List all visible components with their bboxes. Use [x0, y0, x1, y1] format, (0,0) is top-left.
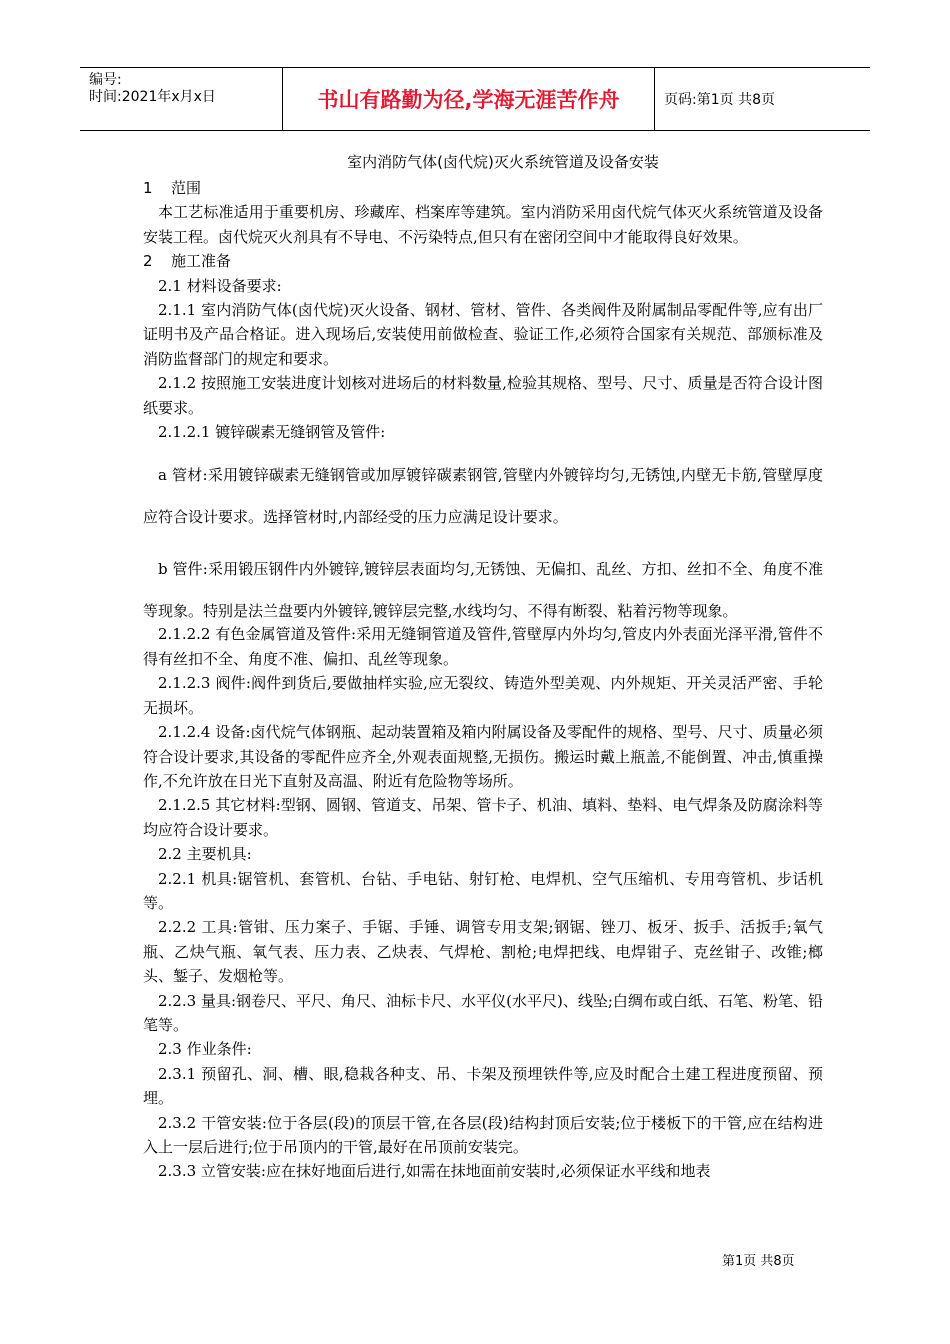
- document-body: [143, 150, 823, 1184]
- date-label: 时间:2021年x月x日: [89, 89, 216, 105]
- paragraph: 2.2.3 量具:钢卷尺、平尺、角尺、油标卡尺、水平仪(水平尺)、线坠;白绸布或白纸、石笔、粉笔、铅笔等。: [143, 991, 823, 1034]
- section-heading-1: [143, 176, 823, 200]
- paragraph: 2.3.1 预留孔、洞、槽、眼,稳栽各种支、吊、卡架及预埋铁件等,应及时配合土建工程进度预留、预埋。: [143, 1064, 823, 1108]
- paragraph: 2.2.2 工具:管钳、压力案子、手锯、手锤、调管专用支架;钢锯、锉刀、板牙、扳手、活扳手;氧气瓶、乙炔气瓶、氧气表、压力表、乙炔表、气焊枪、割枪;电焊把线、电焊钳子、克丝钳子、改锥;榔头、錾子、发烟枪等。: [143, 918, 823, 986]
- paragraph: a 管材:采用镀锌碳素无缝钢管或加厚镀锌碳素钢管,管壁内外镀锌均匀,无锈蚀,内壁无卡筋,管壁厚度应符合设计要求。选择管材时,内部经受的压力应满足设计要求。: [143, 466, 823, 527]
- paragraph: 2.1.2.1 镀锌碳素无缝钢管及管件:: [158, 423, 386, 442]
- paragraph: 2.1.2.4 设备:卤代烷气体钢瓶、起动装置箱及箱内附属设备及零配件的规格、型号、尺寸、质量必须符合设计要求,其设备的零配件应齐全,外观表面规整,无损伤。搬运时戴上瓶盖,不能倒置、冲击,慎重操作,不允许放在日光下直射及高温、附近有危险物等场所。: [143, 723, 823, 790]
- section-number: 1: [143, 179, 153, 197]
- paragraph: 2.1.2.5 其它材料:型钢、圆钢、管道支、吊架、管卡子、机油、填料、垫料、电气焊条及防腐涂料等均应符合设计要求。: [143, 796, 823, 839]
- motto-banner: 书山有路勤为径,学海无涯苦作舟: [282, 68, 655, 130]
- section-title: 施工准备: [171, 252, 232, 271]
- paragraph: 2.2 主要机具:: [158, 845, 252, 864]
- paragraph: 2.1.2.3 阀件:阀件到货后,要做抽样实验,应无裂纹、铸造外型美观、内外规矩、开关灵活严密、手轮无损坏。: [143, 674, 823, 717]
- paragraph: 2.2.1 机具:锯管机、套管机、台钻、手电钻、射钉枪、电焊机、空气压缩机、专用弯管机、步话机等。: [143, 869, 823, 912]
- paragraph: 2.3.3 立管安装:应在抹好地面后进行,如需在抹地面前安装时,必须保证水平线和地表: [158, 1162, 711, 1181]
- code-label: 编号:: [89, 72, 122, 88]
- paragraph: 2.1.1 室内消防气体(卤代烷)灭火设备、钢材、管材、管件、各类阀件及附属制品零配件等,应有出厂证明书及产品合格证。进入现场后,安装使用前做检查、验证工作,必须符合国家有关规范、部颁标准及消防监督部门的规定和要求。: [143, 301, 823, 368]
- paragraph: 2.1.2.2 有色金属管道及管件:采用无缝铜管道及管件,管壁厚内外均匀,管皮内外表面光泽平滑,管件不得有丝扣不全、角度不准、偏扣、乱丝等现象。: [143, 625, 823, 668]
- page-footer: 第1页 共8页: [722, 1254, 795, 1269]
- paragraph: 2.3.2 干管安装:位于各层(段)的顶层干管,在各层(段)结构封顶后安装;位于楼板下的干管,应在结构进入上一层后进行;位于吊顶内的干管,最好在吊顶前安装完。: [143, 1113, 823, 1156]
- header-table: [80, 67, 870, 131]
- paragraph: 本工艺标准适用于重要机房、珍藏库、档案库等建筑。室内消防采用卤代烷气体灭火系统管道及设备安装工程。卤代烷灭火剂具有不导电、不污染特点,但只有在密闭空间中才能取得良好效果。: [143, 203, 823, 246]
- section-heading-2: [143, 249, 823, 273]
- paragraph: 2.1.2 按照施工安装进度计划核对进场后的材料数量,检验其规格、型号、尺寸、质量是否符合设计图纸要求。: [143, 374, 823, 417]
- header-meta: [80, 68, 282, 130]
- document-title: 室内消防气体(卤代烷)灭火系统管道及设备安装: [347, 153, 659, 171]
- section-number: 2: [143, 252, 153, 271]
- paragraph: b 管件:采用锻压钢件内外镀锌,镀锌层表面均匀,无锈蚀、无偏扣、乱丝、方扣、丝扣不全、角度不准等现象。特别是法兰盘要内外镀锌,镀锌层完整,水线均匀、不得有断裂、粘着污物等现象。: [143, 560, 823, 621]
- section-title: 范围: [171, 179, 202, 197]
- paragraph: 2.1 材料设备要求:: [158, 276, 282, 295]
- page-indicator: 页码:第1页 共8页: [664, 92, 775, 108]
- paragraph: 2.3 作业条件:: [158, 1040, 252, 1059]
